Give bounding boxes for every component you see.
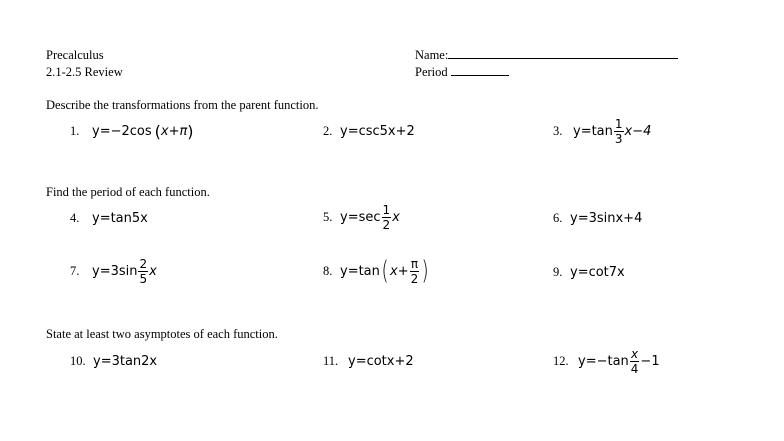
problem-8: [323, 252, 430, 290]
problem-3-post: x−4: [624, 123, 652, 139]
problem-7-pre: y=3sin: [92, 263, 138, 279]
problem-8-pre: y=tan: [340, 263, 380, 279]
section-2-instruction: Find the period of each function.: [46, 185, 210, 199]
fraction-denominator: 3: [614, 131, 623, 146]
problem-number: 8.: [323, 263, 333, 278]
section-3-instruction: State at least two asymptotes of each function.: [46, 327, 278, 341]
section-1-instruction: Describe the transformations from the parent function.: [46, 98, 319, 112]
fraction-denominator: 4: [630, 361, 639, 376]
problem-8-fraction: [410, 258, 420, 285]
course-title: Precalculus: [46, 48, 104, 62]
problem-number: 1.: [70, 123, 80, 138]
fraction-denominator: 2: [382, 217, 391, 232]
problem-1-arg: x+π: [160, 123, 188, 139]
fraction-numerator: x: [631, 346, 639, 361]
problem-2-expression: y=csc5x+2: [340, 123, 415, 139]
problem-3-pre: y=tan: [573, 123, 613, 139]
problem-6: [553, 207, 642, 229]
problem-7-post: x: [149, 263, 157, 279]
fraction-denominator: 2: [410, 271, 419, 286]
problem-8-inner: x+: [390, 263, 409, 279]
problem-number: 5.: [323, 209, 333, 224]
problem-12-fraction: [630, 348, 640, 375]
name-field[interactable]: [415, 48, 678, 63]
problem-7-fraction: [138, 258, 148, 285]
problem-number: 6.: [553, 210, 563, 225]
problem-11: [323, 350, 414, 372]
problem-2: [323, 120, 415, 142]
problem-12: [553, 343, 660, 379]
right-paren: ): [421, 256, 429, 286]
problem-8-expression: [340, 258, 430, 285]
name-blank[interactable]: [448, 58, 678, 59]
period-label: Period: [415, 65, 448, 79]
problem-12-expression: [578, 348, 660, 375]
fraction-denominator: 5: [139, 271, 148, 286]
problem-9: [553, 261, 625, 283]
problem-number: 11.: [323, 353, 339, 368]
problem-number: 4.: [70, 210, 80, 225]
problem-number: 2.: [323, 123, 333, 138]
problem-5-expression: [340, 204, 400, 231]
problem-3: [553, 114, 651, 148]
period-blank[interactable]: [451, 75, 509, 76]
problem-10-expression: y=3tan2x: [93, 353, 158, 369]
problem-number: 7.: [70, 263, 80, 278]
problem-3-fraction: [614, 118, 624, 145]
problem-11-expression: y=cotx+2: [348, 353, 414, 369]
name-label: Name:: [415, 48, 449, 62]
left-paren: (: [381, 256, 389, 286]
problem-10: [70, 350, 157, 372]
unit-title: 2.1-2.5 Review: [46, 65, 123, 79]
problem-12-pre: y=−tan: [578, 353, 629, 369]
problem-5: [323, 200, 400, 234]
problem-number: 10.: [70, 353, 86, 368]
problem-5-post: x: [392, 209, 400, 225]
problem-1-lhs: y=−2cos: [92, 123, 152, 139]
fraction-numerator: 1: [382, 202, 391, 217]
problem-3-expression: [573, 118, 651, 145]
problem-5-fraction: [382, 204, 392, 231]
problem-4: [70, 207, 148, 229]
problem-5-pre: y=sec: [340, 209, 381, 225]
problem-1-expression: y=−2cos ( x+π ): [92, 121, 194, 141]
problem-4-expression: y=tan5x: [92, 210, 148, 226]
problem-1: [70, 120, 194, 142]
problem-6-expression: y=3sinx+4: [570, 210, 643, 226]
problem-number: 12.: [553, 353, 569, 368]
fraction-numerator: 2: [139, 256, 148, 271]
problem-12-post: −1: [640, 353, 660, 369]
problem-number: 3.: [553, 123, 563, 138]
problem-7: [70, 254, 157, 288]
problem-number: 9.: [553, 264, 563, 279]
fraction-numerator: π: [410, 256, 419, 271]
problem-7-expression: [92, 258, 157, 285]
fraction-numerator: 1: [614, 116, 623, 131]
period-field[interactable]: [415, 65, 509, 80]
problem-9-expression: y=cot7x: [570, 264, 625, 280]
